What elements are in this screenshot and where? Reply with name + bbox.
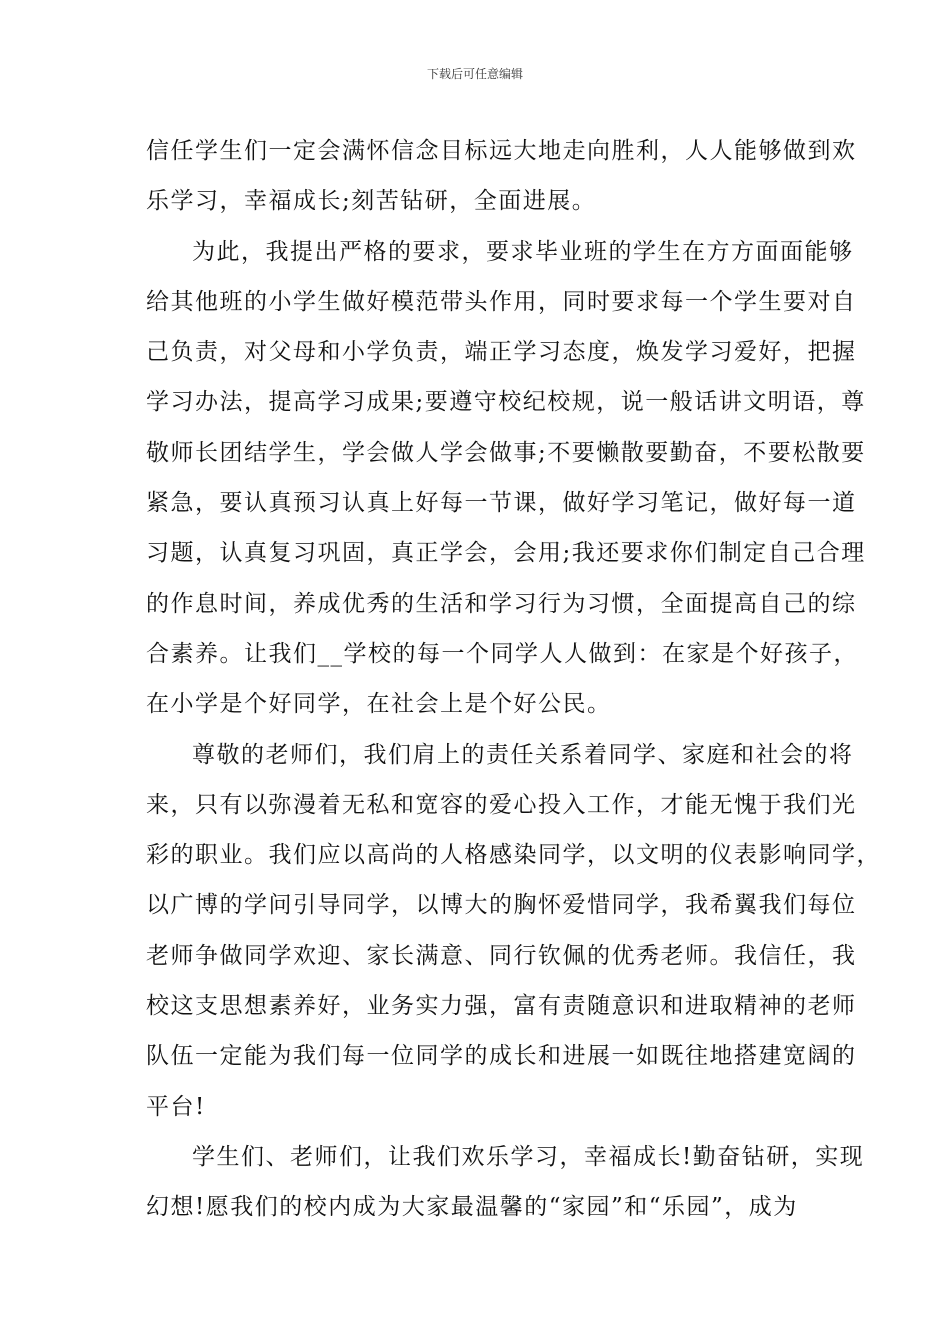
text-line: 紧急，要认真预习认真上好每一节课，做好学习笔记，做好每一道 (146, 490, 857, 517)
paragraph-first-line: 尊敬的老师们，我们肩上的责任关系着同学、家庭和社会的将 (192, 741, 854, 768)
paragraph-first-line: 为此，我提出严格的要求，要求毕业班的学生在方方面面能够 (192, 238, 854, 265)
text-line: 信任学生们一定会满怀信念目标远大地走向胜利，人人能够做到欢 (146, 138, 857, 164)
text-line: 合素养。让我们__学校的每一个同学人人做到：在家是个好孩子， (146, 640, 858, 667)
document-body (146, 126, 881, 1233)
page-header: 下载后可任意编辑 (426, 67, 523, 81)
paragraph-first-line: 学生们、老师们，让我们欢乐学习，幸福成长!勤奋钻研，实现 (192, 1143, 865, 1170)
text-line: 彩的职业。我们应以高尚的人格感染同学，以文明的仪表影响同学， (146, 842, 881, 869)
text-line: 习题，认真复习巩固，真正学会，会用;我还要求你们制定自己合理 (146, 540, 866, 567)
text-line: 己负责，对父母和小学负责，端正学习态度，焕发学习爱好，把握 (146, 339, 857, 366)
text-line: 队伍一定能为我们每一位同学的成长和进展一如既往地搭建宽阔的 (146, 1043, 857, 1070)
text-line: 老师争做同学欢迎、家长满意、同行钦佩的优秀老师。我信任，我 (146, 942, 857, 969)
text-line: 在小学是个好同学，在社会上是个好公民。 (146, 691, 612, 718)
text-line: 来，只有以弥漫着无私和宽容的爱心投入工作，才能无愧于我们光 (146, 791, 857, 818)
text-line: 校这支思想素养好，业务实力强，富有责随意识和进取精神的老师 (146, 993, 857, 1020)
text-line: 乐学习，幸福成长;刻苦钻研，全面进展。 (146, 188, 597, 215)
text-line: 的作息时间，养成优秀的生活和学习行为习惯，全面提高自己的综 (146, 590, 857, 617)
text-line: 给其他班的小学生做好模范带头作用，同时要求每一个学生要对自 (146, 288, 857, 315)
text-line: 幻想!愿我们的校内成为大家最温馨的“家园”和“乐园”，成为 (146, 1194, 798, 1221)
text-line: 敬师长团结学生，学会做人学会做事;不要懒散要勤奋，不要松散要 (146, 439, 866, 466)
text-line: 平台! (146, 1093, 206, 1120)
text-line: 以广博的学问引导同学，以博大的胸怀爱惜同学，我希翼我们每位 (146, 892, 857, 919)
text-line: 学习办法，提高学习成果;要遵守校纪校规，说一般话讲文明语，尊 (146, 389, 866, 416)
